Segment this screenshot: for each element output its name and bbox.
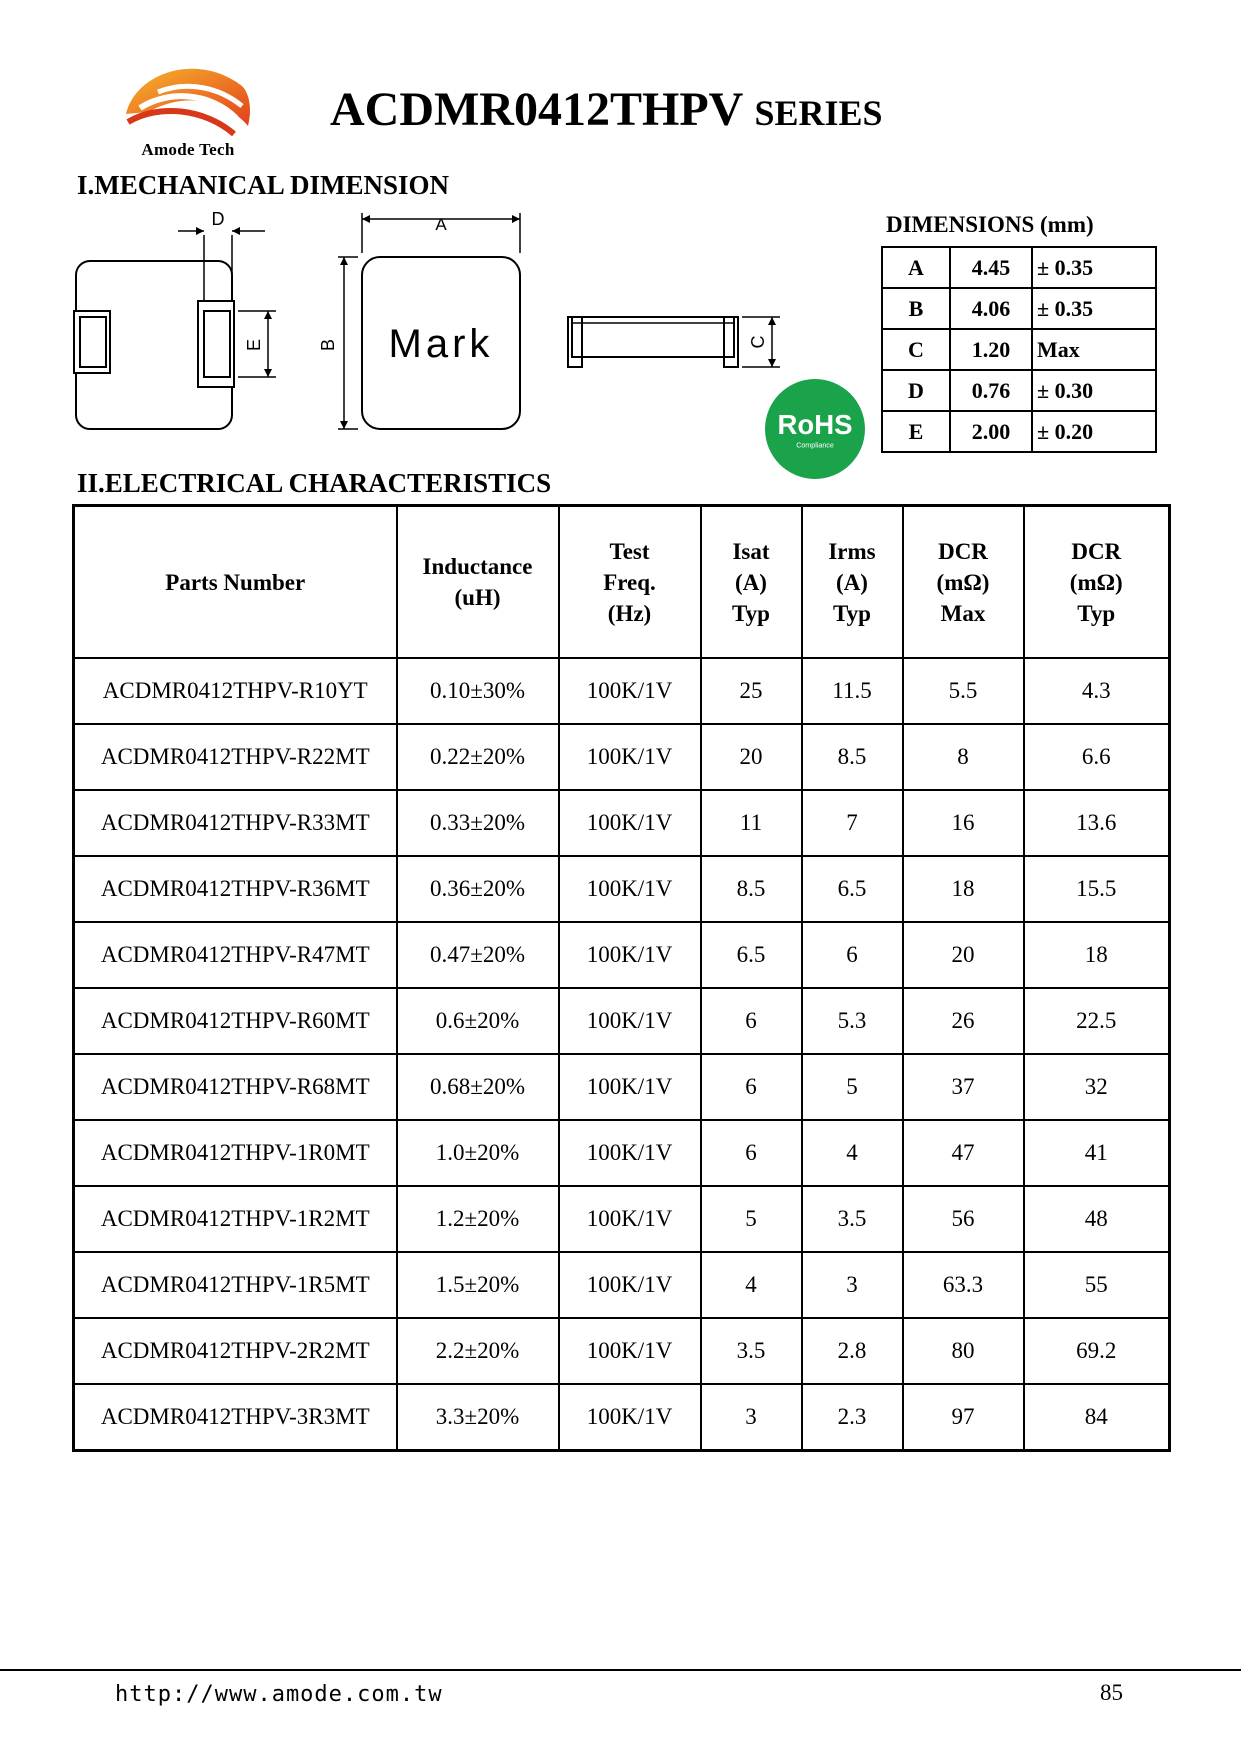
column-header-line: Typ [1077, 600, 1116, 626]
column-header-line: (uH) [454, 585, 501, 610]
top-view-drawing [338, 213, 520, 429]
section-mechanical-title: I.MECHANICAL DIMENSION [77, 170, 450, 200]
table-cell: 56 [903, 1186, 1024, 1252]
column-header-line: (Hz) [607, 600, 652, 626]
table-cell: 80 [903, 1318, 1024, 1384]
table-cell: 0.22±20% [397, 724, 559, 790]
dim-key: E [882, 411, 950, 452]
table-cell: 3.5 [802, 1186, 903, 1252]
table-cell: 2.3 [802, 1384, 903, 1451]
table-cell: 25 [701, 658, 802, 724]
table-cell: 11.5 [802, 658, 903, 724]
table-cell: 0.68±20% [397, 1054, 559, 1120]
table-cell: 97 [903, 1384, 1024, 1451]
column-header [1024, 506, 1170, 659]
table-cell: 6 [701, 988, 802, 1054]
table-cell: 4 [802, 1120, 903, 1186]
table-row [74, 1384, 1170, 1451]
column-header-line: Test [609, 538, 650, 564]
column-header-line: (mΩ) [1069, 569, 1123, 595]
title-series: SERIES [754, 93, 883, 133]
part-number-cell: ACDMR0412THPV-R36MT [74, 856, 397, 922]
table-cell: 100K/1V [559, 856, 701, 922]
table-cell: 18 [1024, 922, 1170, 988]
table-cell: 0.33±20% [397, 790, 559, 856]
dimensions-table [881, 246, 1157, 453]
dim-value: 2.00 [950, 411, 1032, 452]
column-header [903, 506, 1024, 659]
table-cell: 32 [1024, 1054, 1170, 1120]
table-cell: 6.5 [802, 856, 903, 922]
table-cell: 6.5 [701, 922, 802, 988]
part-number-cell: ACDMR0412THPV-1R0MT [74, 1120, 397, 1186]
bottom-view-drawing [74, 231, 276, 429]
table-cell: 8.5 [701, 856, 802, 922]
logo-text: Amode Tech [141, 140, 235, 159]
table-cell: 22.5 [1024, 988, 1170, 1054]
table-cell: 2.2±20% [397, 1318, 559, 1384]
table-cell: 6 [701, 1120, 802, 1186]
dim-row [882, 411, 1156, 452]
table-cell: 47 [903, 1120, 1024, 1186]
part-number-cell: ACDMR0412THPV-R22MT [74, 724, 397, 790]
dim-value: 4.45 [950, 247, 1032, 288]
table-cell: 5 [802, 1054, 903, 1120]
dim-key: D [882, 370, 950, 411]
table-header-row [74, 506, 1170, 659]
table-cell: 20 [701, 724, 802, 790]
part-number-cell: ACDMR0412THPV-R68MT [74, 1054, 397, 1120]
dim-key: B [882, 288, 950, 329]
table-cell: 100K/1V [559, 724, 701, 790]
footer-divider [0, 1669, 1241, 1671]
table-row [74, 988, 1170, 1054]
table-row [74, 922, 1170, 988]
table-cell: 100K/1V [559, 922, 701, 988]
dim-value: 0.76 [950, 370, 1032, 411]
table-cell: 84 [1024, 1384, 1170, 1451]
table-cell: 26 [903, 988, 1024, 1054]
column-header [559, 506, 701, 659]
page-title [330, 82, 883, 137]
section-electrical-title: II.ELECTRICAL CHARACTERISTICS [77, 468, 552, 498]
rohs-label: RoHS [777, 409, 853, 441]
table-cell: 4 [701, 1252, 802, 1318]
table-cell: 100K/1V [559, 658, 701, 724]
table-cell: 100K/1V [559, 988, 701, 1054]
column-header-line: (A) [836, 569, 868, 595]
column-header-line: Inductance [422, 554, 533, 579]
table-cell: 16 [903, 790, 1024, 856]
dim-row [882, 329, 1156, 370]
table-cell: 100K/1V [559, 1186, 701, 1252]
table-cell: 1.5±20% [397, 1252, 559, 1318]
table-cell: 37 [903, 1054, 1024, 1120]
table-row [74, 856, 1170, 922]
dim-row [882, 370, 1156, 411]
column-header-line: (A) [735, 569, 767, 595]
table-cell: 48 [1024, 1186, 1170, 1252]
column-header [701, 506, 802, 659]
dim-tolerance: ± 0.35 [1032, 288, 1156, 329]
table-cell: 11 [701, 790, 802, 856]
column-header-line: (mΩ) [936, 569, 990, 595]
rohs-sub: Compliance [796, 441, 834, 450]
dim-value: 4.06 [950, 288, 1032, 329]
table-row [74, 1186, 1170, 1252]
table-cell: 3 [701, 1384, 802, 1451]
table-cell: 0.36±20% [397, 856, 559, 922]
part-number-cell: ACDMR0412THPV-1R2MT [74, 1186, 397, 1252]
table-cell: 6 [802, 922, 903, 988]
dim-label-b: B [318, 338, 338, 352]
dim-label-d: D [211, 209, 225, 229]
table-cell: 5.5 [903, 658, 1024, 724]
table-row [74, 1252, 1170, 1318]
table-cell: 41 [1024, 1120, 1170, 1186]
column-header-line: DCR [938, 538, 988, 564]
table-row [74, 1318, 1170, 1384]
table-cell: 3 [802, 1252, 903, 1318]
table-cell: 3.5 [701, 1318, 802, 1384]
footer-url[interactable]: http://www.amode.com.tw [115, 1682, 443, 1707]
table-cell: 8.5 [802, 724, 903, 790]
part-number-cell: ACDMR0412THPV-2R2MT [74, 1318, 397, 1384]
dim-key: A [882, 247, 950, 288]
table-cell: 63.3 [903, 1252, 1024, 1318]
table-cell: 20 [903, 922, 1024, 988]
table-cell: 0.10±30% [397, 658, 559, 724]
mark-text: Mark [388, 322, 494, 366]
column-header-line: DCR [1071, 538, 1122, 564]
dim-label-e: E [244, 338, 264, 352]
part-number-cell: ACDMR0412THPV-3R3MT [74, 1384, 397, 1451]
column-header-line: Irms [828, 538, 876, 564]
dim-tolerance: ± 0.20 [1032, 411, 1156, 452]
table-cell: 15.5 [1024, 856, 1170, 922]
page-number: 85 [1100, 1680, 1123, 1705]
part-number-cell: ACDMR0412THPV-R47MT [74, 922, 397, 988]
table-cell: 4.3 [1024, 658, 1170, 724]
dim-tolerance: ± 0.30 [1032, 370, 1156, 411]
table-cell: 1.2±20% [397, 1186, 559, 1252]
table-cell: 69.2 [1024, 1318, 1170, 1384]
dim-value: 1.20 [950, 329, 1032, 370]
table-cell: 0.6±20% [397, 988, 559, 1054]
table-cell: 100K/1V [559, 1318, 701, 1384]
table-cell: 2.8 [802, 1318, 903, 1384]
dim-label-c: C [748, 335, 768, 349]
column-header-line: Max [940, 600, 986, 626]
column-header-line: Typ [833, 600, 871, 626]
part-number-cell: ACDMR0412THPV-R10YT [74, 658, 397, 724]
column-header [74, 506, 397, 659]
table-cell: 13.6 [1024, 790, 1170, 856]
table-cell: 100K/1V [559, 1054, 701, 1120]
table-row [74, 658, 1170, 724]
table-cell: 100K/1V [559, 1384, 701, 1451]
table-cell: 6.6 [1024, 724, 1170, 790]
rohs-badge [764, 378, 866, 480]
table-cell: 5 [701, 1186, 802, 1252]
table-cell: 100K/1V [559, 1120, 701, 1186]
title-main: ACDMR0412THPV [330, 83, 743, 136]
table-row [74, 724, 1170, 790]
dimensions-title: DIMENSIONS (mm) [886, 212, 1094, 237]
table-cell: 5.3 [802, 988, 903, 1054]
table-cell: 6 [701, 1054, 802, 1120]
electrical-characteristics-table [72, 504, 1171, 1452]
table-cell: 3.3±20% [397, 1384, 559, 1451]
table-cell: 55 [1024, 1252, 1170, 1318]
dim-key: C [882, 329, 950, 370]
column-header [397, 506, 559, 659]
column-header-line: Freq. [603, 569, 656, 595]
column-header-line: Parts Number [165, 569, 306, 595]
column-header-line: Isat [732, 538, 770, 564]
table-cell: 0.47±20% [397, 922, 559, 988]
table-cell: 1.0±20% [397, 1120, 559, 1186]
table-cell: 7 [802, 790, 903, 856]
table-row [74, 790, 1170, 856]
table-row [74, 1120, 1170, 1186]
table-cell: 8 [903, 724, 1024, 790]
table-cell: 100K/1V [559, 1252, 701, 1318]
table-row [74, 1054, 1170, 1120]
column-header [802, 506, 903, 659]
table-cell: 18 [903, 856, 1024, 922]
dim-tolerance: Max [1032, 329, 1156, 370]
part-number-cell: ACDMR0412THPV-R33MT [74, 790, 397, 856]
dim-row [882, 288, 1156, 329]
dim-tolerance: ± 0.35 [1032, 247, 1156, 288]
table-cell: 100K/1V [559, 790, 701, 856]
column-header-line: Typ [732, 600, 770, 626]
mechanical-drawings [60, 205, 800, 435]
dim-label-a: A [435, 215, 447, 234]
part-number-cell: ACDMR0412THPV-R60MT [74, 988, 397, 1054]
part-number-cell: ACDMR0412THPV-1R5MT [74, 1252, 397, 1318]
dim-row [882, 247, 1156, 288]
